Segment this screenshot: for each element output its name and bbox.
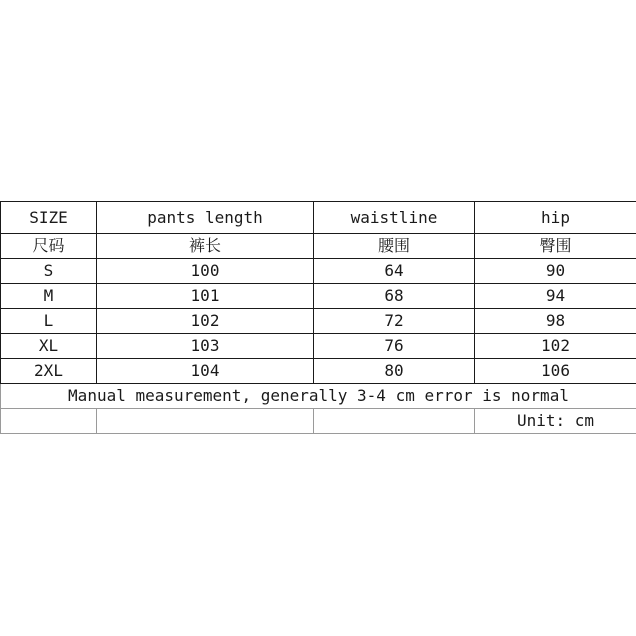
table-row <box>1 309 636 334</box>
unit-label: Unit: cm <box>475 409 636 434</box>
header-pants-length: pants length <box>97 202 314 234</box>
cell-pants-length: 102 <box>97 309 314 334</box>
cell-pants-length: 103 <box>97 334 314 359</box>
header-size-cn: 尺码 <box>1 234 97 259</box>
cell-waistline: 68 <box>314 284 475 309</box>
cell-waistline: 72 <box>314 309 475 334</box>
cell-size: 2XL <box>1 359 97 384</box>
size-chart-table <box>0 201 636 434</box>
header-hip: hip <box>475 202 636 234</box>
measurement-note: Manual measurement, generally 3-4 cm error is normal <box>1 384 636 409</box>
unit-row <box>1 409 636 434</box>
cell-hip: 94 <box>475 284 636 309</box>
cell-size: M <box>1 284 97 309</box>
cell-pants-length: 101 <box>97 284 314 309</box>
table-row <box>1 359 636 384</box>
header-pants-length-cn: 裤长 <box>97 234 314 259</box>
cell-hip: 102 <box>475 334 636 359</box>
empty-cell <box>1 409 97 434</box>
cell-size: S <box>1 259 97 284</box>
table-row <box>1 284 636 309</box>
header-hip-cn: 臀围 <box>475 234 636 259</box>
table-row <box>1 334 636 359</box>
note-row <box>1 384 636 409</box>
cell-waistline: 80 <box>314 359 475 384</box>
header-size: SIZE <box>1 202 97 234</box>
header-row <box>1 202 636 234</box>
cell-waistline: 64 <box>314 259 475 284</box>
header-row-cn <box>1 234 636 259</box>
header-waistline: waistline <box>314 202 475 234</box>
header-waistline-cn: 腰围 <box>314 234 475 259</box>
cell-hip: 90 <box>475 259 636 284</box>
cell-waistline: 76 <box>314 334 475 359</box>
cell-hip: 98 <box>475 309 636 334</box>
cell-size: XL <box>1 334 97 359</box>
empty-cell <box>97 409 314 434</box>
table-row <box>1 259 636 284</box>
cell-hip: 106 <box>475 359 636 384</box>
cell-pants-length: 100 <box>97 259 314 284</box>
cell-pants-length: 104 <box>97 359 314 384</box>
empty-cell <box>314 409 475 434</box>
cell-size: L <box>1 309 97 334</box>
